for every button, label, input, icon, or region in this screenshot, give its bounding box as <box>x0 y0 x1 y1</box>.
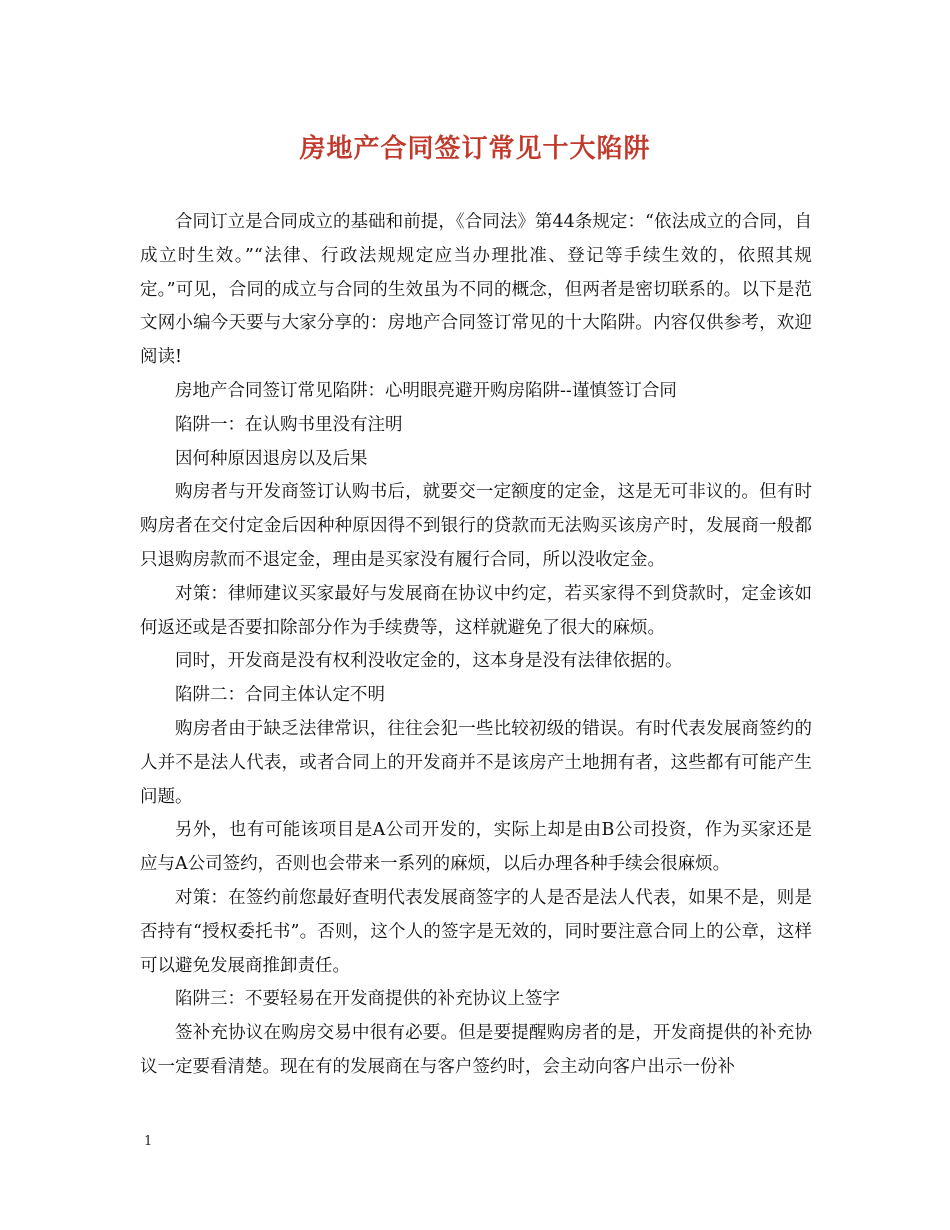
paragraph-trap-3-body: 签补充协议在购房交易中很有必要。但是要提醒购房者的是，开发商提供的补充协议一定要看清楚。现在有的发展商在与客户签约时，会主动向客户出示一份补 <box>140 1023 812 1077</box>
paragraph-trap-1-countermeasure: 对策：律师建议买家最好与发展商在协议中约定，若买家得不到贷款时，定金该如何返还或是否要扣除部分作为手续费等，这样就避免了很大的麻烦。 <box>140 583 812 638</box>
heading-trap-1: 陷阱一：在认购书里没有注明 <box>175 414 403 435</box>
document-body <box>140 206 812 1085</box>
paragraph-trap-2-body: 购房者由于缺乏法律常识，往往会犯一些比较初级的错误。有时代表发展商签约的人并不是法人代表，或者合同上的开发商并不是该房产土地拥有者，这些都有可能产生问题。 <box>140 718 812 807</box>
heading-trap-2: 陷阱二：合同主体认定不明 <box>175 685 385 706</box>
paragraph-intro: 合同订立是合同成立的基础和前提，《合同法》第44条规定：“依法成立的合同，自成立时生效。”“法律、行政法规规定应当办理批准、登记等手续生效的，依照其规定。”可见，合同的成立与合同的生效虽为不同的概念，但两者是密切联系的。以下是范文网小编今天要与大家分享的：房地产合同签订常见的十大陷阱。内容仅供参考，欢迎阅读! <box>140 212 812 368</box>
paragraph-trap-1-body: 购房者与开发商签订认购书后，就要交一定额度的定金，这是无可非议的。但有时购房者在交付定金后因种种原因得不到银行的贷款而无法购买该房产时，发展商一般都只退购房款而不退定金，理由是买家没有履行合同，所以没收定金。 <box>140 482 812 570</box>
heading-trap-1-sub: 因何种原因退房以及后果 <box>175 448 368 469</box>
document-title: 房地产合同签订常见十大陷阱 <box>299 134 651 164</box>
paragraph-trap-2-countermeasure: 对策：在签约前您最好查明代表发展商签字的人是否是法人代表，如果不是，则是否持有“授权委托书”。否则，这个人的签字是无效的，同时要注意合同上的公章，这样可以避免发展商推卸责任。 <box>140 887 812 976</box>
paragraph-trap-1-note: 同时，开发商是没有权利没收定金的，这本身是没有法律依据的。 <box>175 651 683 672</box>
paragraph-subtitle: 房地产合同签订常见陷阱：心明眼亮避开购房陷阱--谨慎签订合同 <box>175 380 677 401</box>
paragraph-trap-2-extra: 另外，也有可能该项目是A公司开发的，实际上却是由B公司投资，作为买家还是应与A公司签约，否则也会带来一系列的麻烦，以后办理各种手续会很麻烦。 <box>140 820 812 875</box>
heading-trap-3: 陷阱三：不要轻易在开发商提供的补充协议上签字 <box>175 989 560 1010</box>
page-number: 1 <box>144 1134 153 1149</box>
